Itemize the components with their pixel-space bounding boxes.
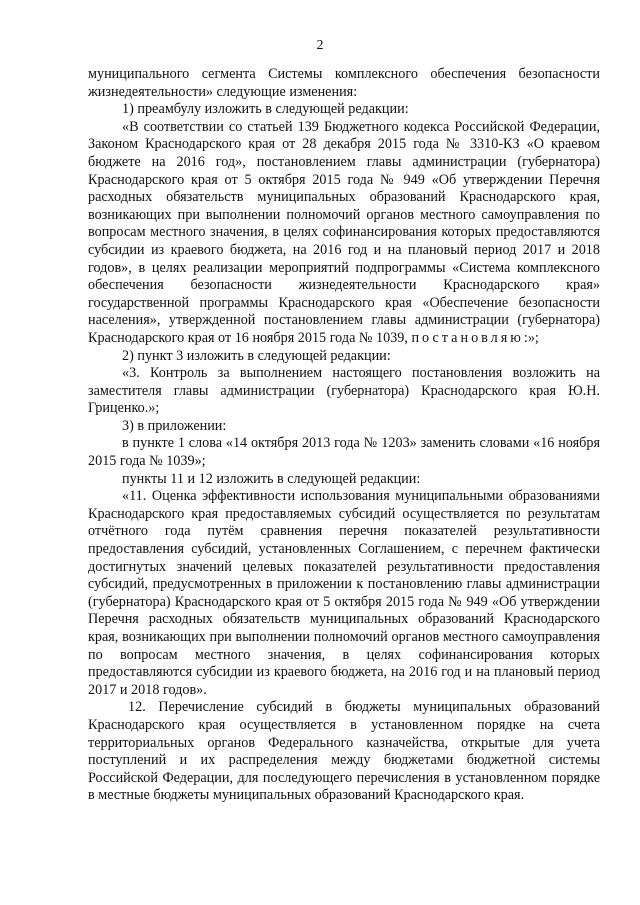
paragraph-item-1: 1) преамбулу изложить в следующей редакции:	[122, 101, 409, 118]
paragraph-points-11-12: пункты 11 и 12 изложить в следующей редакции:	[122, 470, 421, 487]
spaced-word: постановляю	[411, 329, 524, 346]
paragraph-item-3: 3) в приложении:	[122, 417, 227, 434]
paragraph-point-1: в пункте 1 слова «14 октября 2013 года № 1203» заменить словами «16 ноября 2015 года № 1039»;	[88, 435, 600, 470]
preamble-text: «В соответствии со статьей 139 Бюджетного кодекса Российской Федерации, Законом Краснодарского края от 28 декабря 2015 года № 3310-КЗ «О краевом бюджете на 2016 год», постановлением главы администрации (губернатора) Краснодарского края от 5 октября 2015 года № 949 «Об утверждении Перечня расходных обязательств муниципальных образований Краснодарского края, возникающих при выполнении полномочий органов местного самоуправления по вопросам местного значения, в целях софинансирования которых предоставляются субсидии из краевого бюджета, на 2016 год и на плановый период 2017 и 2018 годов», в целях реализации мероприятий подпрограммы «Система комплексного обеспечения безопасности жизнедеятельности Краснодарского края» государственной программы Краснодарского края «Обеспечение безопасности населения», утвержденной постановлением главы администрации (губернатора) Краснодарского края от 16 ноября 2015 года № 1039,	[88, 118, 600, 346]
paragraph-point-11: «11. Оценка эффективности использования муниципальными образованиями Краснодарского края предоставляемых субсидий осуществляется по результатам отчётного года путём сравнения перечня показателей результативности предоставления субсидий, установленных Соглашением, с перечнем фактически достигнутых значений целевых показателей результативности предоставления субсидий, предусмотренных в приложении к постановлению главы администрации (губернатора) Краснодарского края от 5 октября 2015 года № 949 «Об утверждении Перечня расходных обязательств муниципальных образований Краснодарского края, возникающих при выполнении полномочий органов местного самоуправления по вопросам местного значения, в целях софинансирования которых предоставляются субсидии из краевого бюджета, на 2016 год и на плановый период 2017 и 2018 годов».	[88, 488, 600, 698]
preamble-tail: :»;	[523, 329, 539, 346]
paragraph-point-12: 12. Перечисление субсидий в бюджеты муниципальных образований Краснодарского края осуществляется в установленном порядке на счета территориальных органов Федерального казначейства, открытые для учета поступлений и их распределения между бюджетами бюджетной системы Российской Федерации, для последующего перечисления в установленном порядке в местные бюджеты муниципальных образований Краснодарского края.	[88, 699, 600, 804]
paragraph-control: «3. Контроль за выполнением настоящего постановления возложить на заместителя главы администрации (губернатора) Краснодарского края Ю.Н. Гриценко.»;	[88, 365, 600, 417]
paragraph-item-2: 2) пункт 3 изложить в следующей редакции:	[122, 347, 391, 364]
document-body	[88, 66, 600, 805]
page-number: 2	[316, 38, 324, 53]
paragraph-intro: муниципального сегмента Системы комплексного обеспечения безопасности жизнедеятельности» следующие изменения:	[88, 66, 600, 100]
paragraph-preamble	[88, 119, 600, 348]
